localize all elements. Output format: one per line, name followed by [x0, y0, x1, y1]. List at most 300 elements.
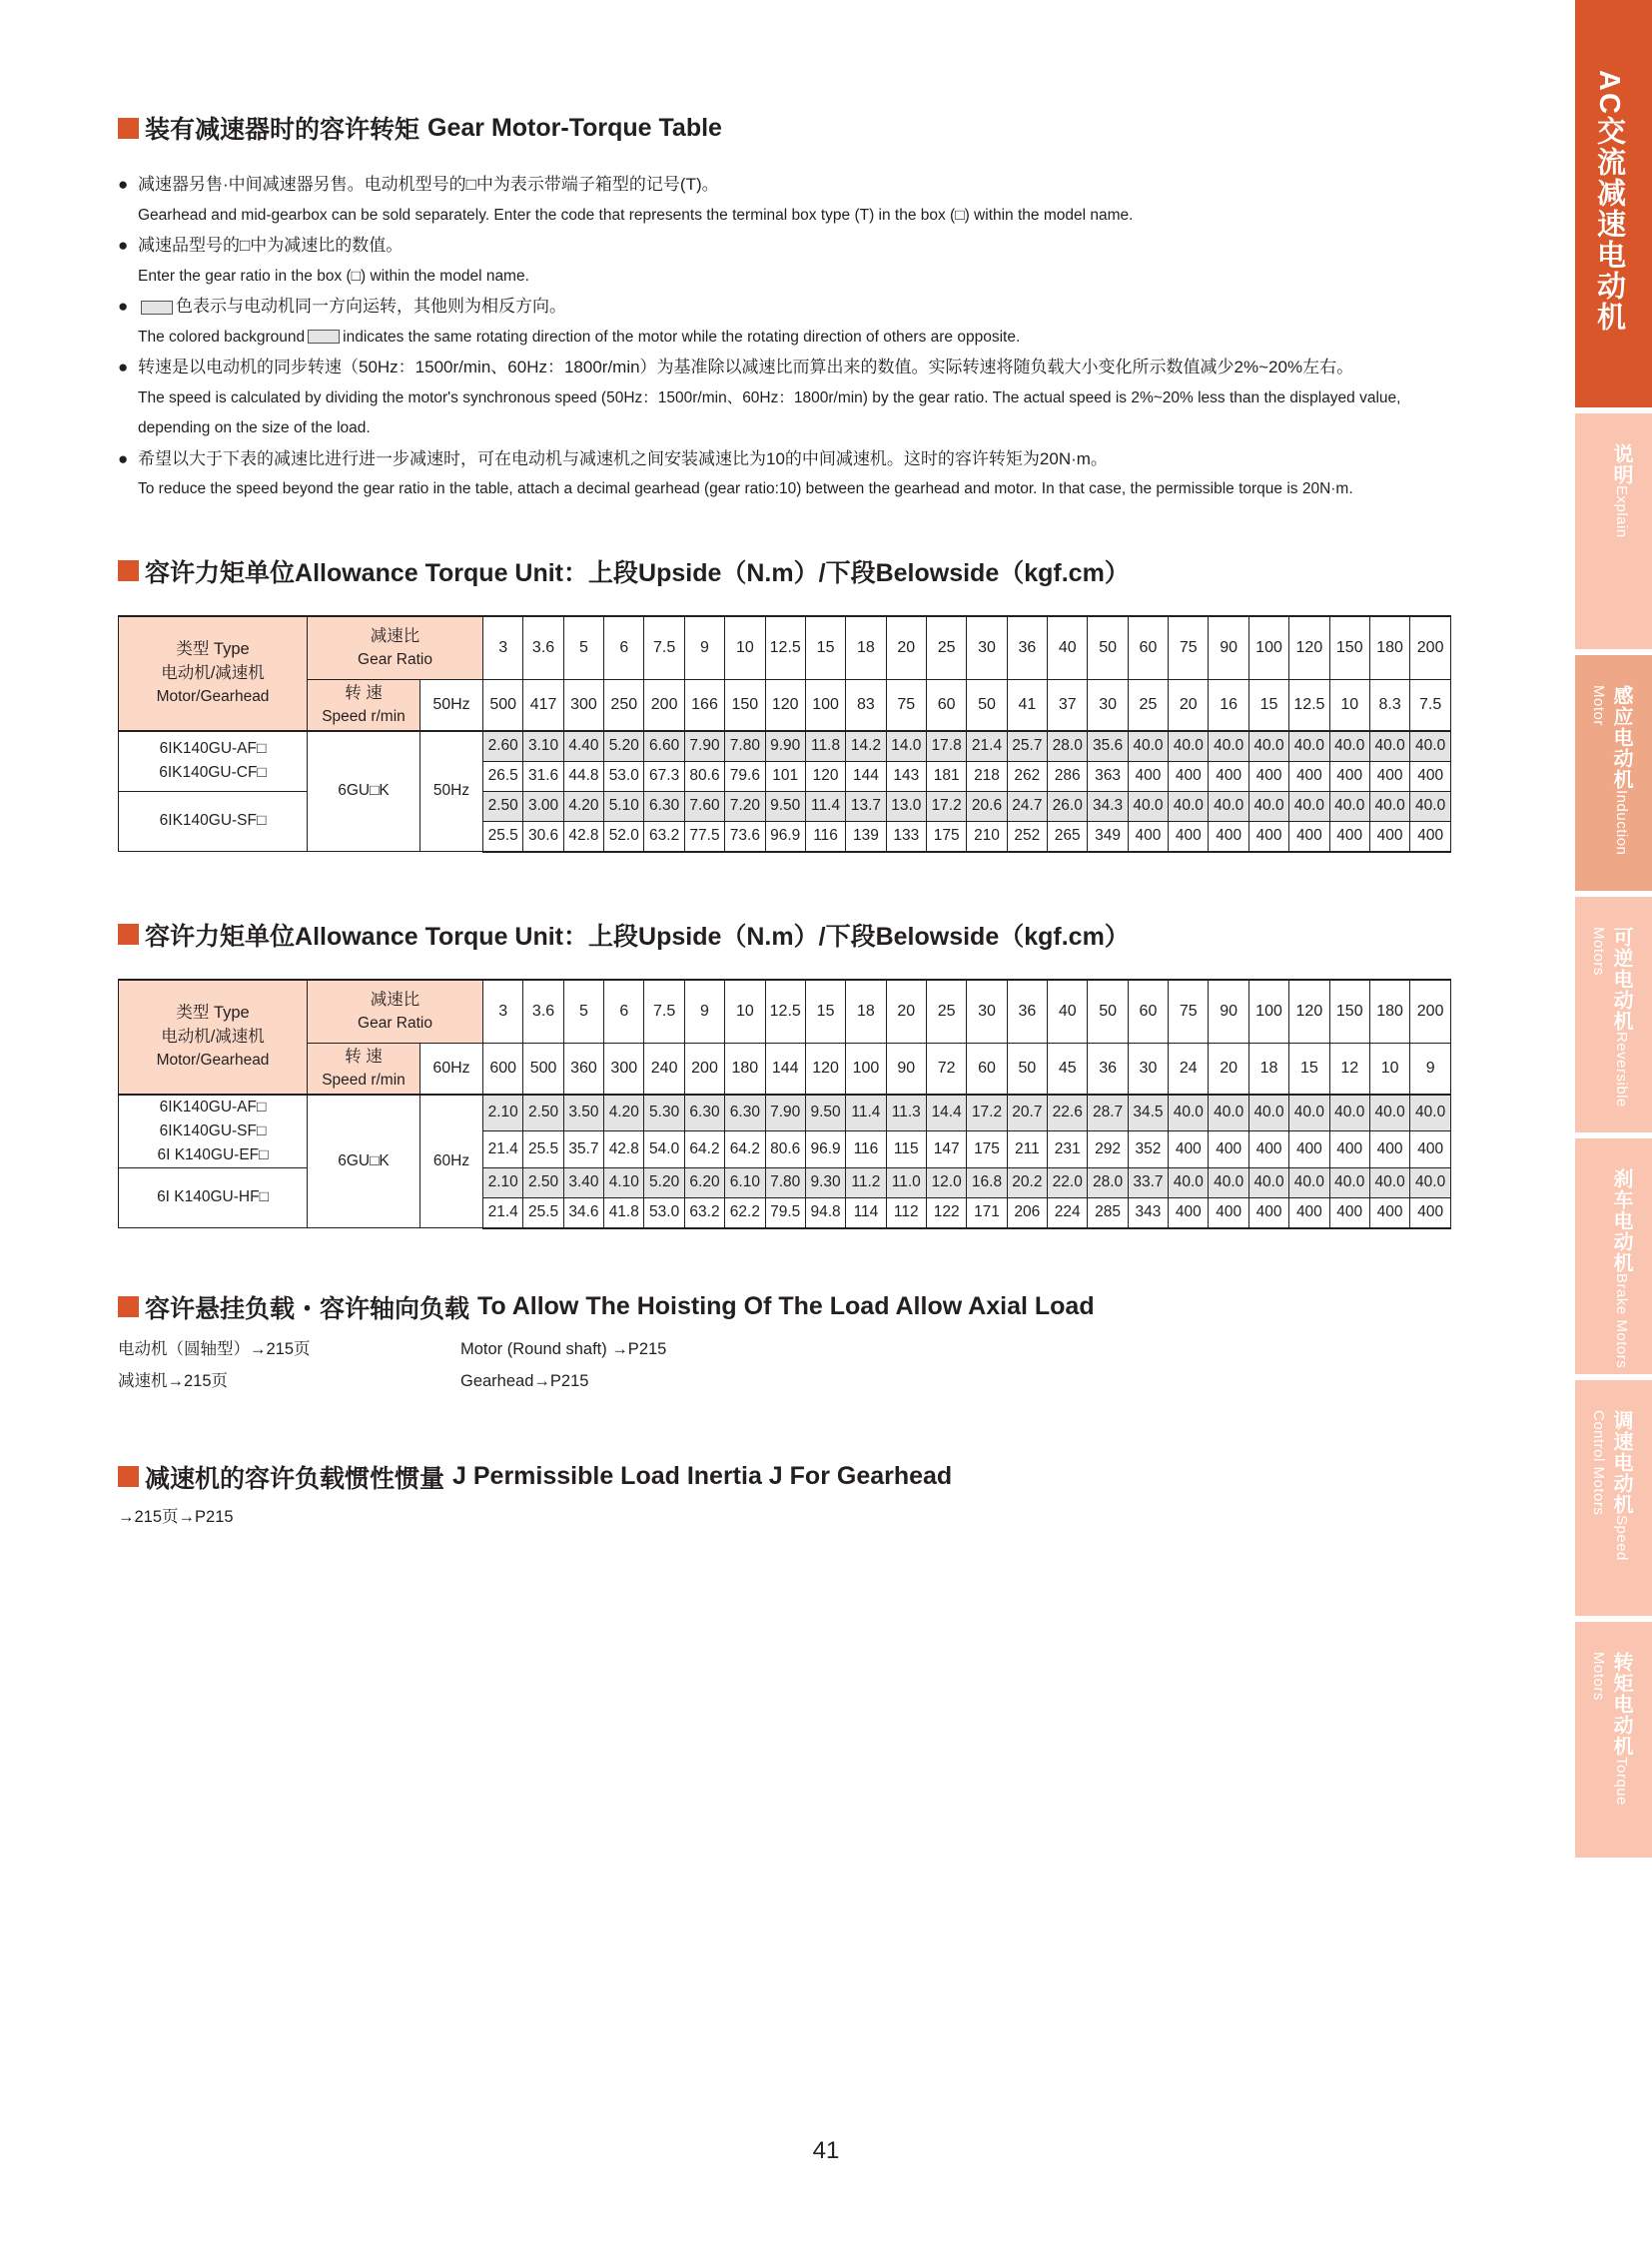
model-name: 6IK140GU-SF□: [159, 812, 267, 830]
gear-ratio-value: 3: [483, 980, 523, 1044]
gear-ratio-label: Gear Ratio: [358, 1014, 432, 1032]
section-title-torque-unit-60hz: 容许力矩单位 Allowance Torque Unit： 上段 Upside（N.m）/ 下段 Belowside（kgf.cm）: [118, 917, 1456, 953]
sidebar-tab-explain[interactable]: 说明Explain: [1575, 413, 1652, 649]
torque-kgfcm-cell: 400: [1289, 761, 1329, 791]
speed-header-cell: [308, 679, 420, 731]
gear-ratio-value: 100: [1248, 616, 1288, 680]
torque-kgfcm-cell: 363: [1088, 761, 1128, 791]
section-marker: [118, 924, 139, 945]
torque-kgfcm-cell: 21.4: [483, 1131, 523, 1167]
gear-ratio-label-cn: 减速比: [370, 990, 420, 1009]
speed-label-cn: 转 速: [345, 1047, 383, 1066]
speed-value: 60: [967, 1043, 1007, 1095]
model-cell-group-b: [119, 1167, 308, 1228]
gear-ratio-value: 90: [1209, 616, 1248, 680]
gear-ratio-value: 100: [1248, 980, 1288, 1044]
torque-nm-cell: 40.0: [1410, 791, 1451, 821]
table-row: [119, 731, 1451, 762]
sidebar-tab-speed-control-motors[interactable]: 调速电动机Speed Control Motors: [1575, 1380, 1652, 1616]
gear-ratio-value: 3.6: [523, 616, 563, 680]
torque-nm-cell: 40.0: [1329, 731, 1369, 762]
type-label-cn: 电动机/减速机: [161, 1028, 265, 1046]
torque-kgfcm-cell: 400: [1289, 821, 1329, 852]
torque-nm-cell: 40.0: [1369, 731, 1409, 762]
torque-kgfcm-cell: 120: [805, 761, 845, 791]
torque-kgfcm-cell: 25.5: [483, 821, 523, 852]
gear-ratio-value: 180: [1369, 980, 1409, 1044]
frequency-cell: 60Hz: [420, 1095, 483, 1228]
torque-kgfcm-cell: 25.5: [523, 1131, 563, 1167]
torque-nm-cell: 20.6: [967, 791, 1007, 821]
sidebar-tab-brake-motors[interactable]: 刹车电动机Brake Motors: [1575, 1138, 1652, 1374]
torque-kgfcm-cell: 147: [926, 1131, 966, 1167]
note-item-en: Enter the gear ratio in the box (□) within the model name.: [138, 267, 529, 285]
speed-value: 300: [604, 1043, 644, 1095]
gear-ratio-label-cn: 减速比: [370, 626, 420, 645]
gear-ratio-value: 120: [1289, 980, 1329, 1044]
torque-nm-cell: 5.30: [644, 1095, 684, 1131]
torque-kgfcm-cell: 116: [805, 821, 845, 852]
gear-ratio-value: 150: [1329, 980, 1369, 1044]
speed-value: 500: [523, 1043, 563, 1095]
torque-kgfcm-cell: 54.0: [644, 1131, 684, 1167]
section-title-gear-motor: 装有减速器时的容许转矩 Gear Motor-Torque Table: [118, 110, 1456, 146]
sidebar: [1575, 0, 1652, 1870]
torque-nm-cell: 40.0: [1248, 1095, 1288, 1131]
torque-kgfcm-cell: 21.4: [483, 1197, 523, 1228]
speed-value: 36: [1088, 1043, 1128, 1095]
speed-value: 41: [1007, 679, 1047, 731]
speed-value: 12.5: [1289, 679, 1329, 731]
torque-kgfcm-cell: 400: [1369, 1131, 1409, 1167]
note-item: ● 减速品型号的□中为减速比的数值。: [118, 236, 404, 255]
gear-ratio-value: 40: [1048, 616, 1088, 680]
torque-kgfcm-cell: 94.8: [805, 1197, 845, 1228]
torque-kgfcm-cell: 400: [1248, 1131, 1288, 1167]
note-item-en: The colored background indicates the same rotating direction of the motor while the rotating direction of others are opposite.: [138, 328, 1021, 346]
model-name: 6IK140GU-AF□: [159, 740, 267, 757]
torque-kgfcm-cell: 114: [846, 1197, 886, 1228]
gear-ratio-header-cell: [308, 616, 483, 680]
torque-nm-cell: 40.0: [1209, 1095, 1248, 1131]
speed-label: Speed r/min: [322, 1071, 406, 1089]
speed-value: 20: [1169, 679, 1209, 731]
speed-value: 8.3: [1369, 679, 1409, 731]
speed-value: 100: [846, 1043, 886, 1095]
gear-ratio-value: 50: [1088, 616, 1128, 680]
gear-ratio-value: 20: [886, 616, 926, 680]
speed-label: Speed r/min: [322, 707, 406, 725]
torque-kgfcm-cell: 133: [886, 821, 926, 852]
gear-ratio-value: 30: [967, 980, 1007, 1044]
torque-kgfcm-cell: 64.2: [725, 1131, 765, 1167]
gear-ratio-value: 50: [1088, 980, 1128, 1044]
speed-value: 83: [846, 679, 886, 731]
gear-ratio-value: 12.5: [765, 980, 805, 1044]
notes-list: [118, 170, 1456, 505]
torque-nm-cell: 40.0: [1128, 731, 1168, 762]
speed-value: 500: [483, 679, 523, 731]
speed-value: 250: [604, 679, 644, 731]
torque-kgfcm-cell: 352: [1128, 1131, 1168, 1167]
torque-nm-cell: 40.0: [1329, 791, 1369, 821]
torque-kgfcm-cell: 63.2: [644, 821, 684, 852]
torque-kgfcm-cell: 286: [1048, 761, 1088, 791]
speed-value: 417: [523, 679, 563, 731]
note-item: ● 转速是以电动机的同步转速（50Hz：1500r/min、60Hz：1800r/min）为基准除以减速比而算出来的数值。实际转速将随负载大小变化所示数值减少2%~20%左右。: [118, 358, 1354, 376]
torque-kgfcm-cell: 63.2: [684, 1197, 724, 1228]
torque-nm-cell: 7.20: [725, 791, 765, 821]
type-header-cell: [119, 616, 308, 731]
gear-ratio-value: 7.5: [644, 980, 684, 1044]
torque-nm-cell: 11.3: [886, 1095, 926, 1131]
torque-kgfcm-cell: 224: [1048, 1197, 1088, 1228]
type-label-sub: Motor/Gearhead: [156, 688, 270, 705]
torque-kgfcm-cell: 26.5: [483, 761, 523, 791]
torque-nm-cell: 40.0: [1289, 791, 1329, 821]
speed-value: 120: [805, 1043, 845, 1095]
torque-kgfcm-cell: 143: [886, 761, 926, 791]
torque-nm-cell: 9.50: [805, 1095, 845, 1131]
section-marker: [118, 560, 139, 581]
speed-value: 7.5: [1410, 679, 1451, 731]
torque-kgfcm-cell: 400: [1410, 1131, 1451, 1167]
torque-nm-cell: 11.2: [846, 1167, 886, 1197]
speed-label-cn: 转 速: [345, 683, 383, 702]
gear-ratio-value: 150: [1329, 616, 1369, 680]
torque-nm-cell: 24.7: [1007, 791, 1047, 821]
color-swatch: [141, 301, 173, 315]
model-cell-group-a: [119, 1095, 308, 1168]
torque-nm-cell: 40.0: [1369, 791, 1409, 821]
speed-value: 120: [765, 679, 805, 731]
torque-kgfcm-cell: 101: [765, 761, 805, 791]
speed-value: 600: [483, 1043, 523, 1095]
torque-kgfcm-cell: 210: [967, 821, 1007, 852]
speed-value: 200: [684, 1043, 724, 1095]
gear-ratio-value: 40: [1048, 980, 1088, 1044]
speed-value: 50: [967, 679, 1007, 731]
section-title-torque-unit-50hz: 容许力矩单位 Allowance Torque Unit： 上段 Upside（N.m）/ 下段 Belowside（kgf.cm）: [118, 553, 1456, 589]
torque-kgfcm-cell: 30.6: [523, 821, 563, 852]
type-header-cell: [119, 980, 308, 1095]
gear-ratio-value: 60: [1128, 616, 1168, 680]
gear-ratio-value: 3: [483, 616, 523, 680]
torque-nm-cell: 40.0: [1169, 791, 1209, 821]
speed-value: 100: [805, 679, 845, 731]
torque-nm-cell: 4.10: [604, 1167, 644, 1197]
speed-value: 18: [1248, 1043, 1288, 1095]
torque-nm-cell: 40.0: [1410, 1095, 1451, 1131]
torque-table-50hz: [118, 615, 1451, 853]
torque-nm-cell: 17.2: [967, 1095, 1007, 1131]
torque-kgfcm-cell: 62.2: [725, 1197, 765, 1228]
torque-kgfcm-cell: 400: [1289, 1197, 1329, 1228]
torque-nm-cell: 4.20: [604, 1095, 644, 1131]
torque-nm-cell: 2.60: [483, 731, 523, 762]
torque-kgfcm-cell: 400: [1369, 761, 1409, 791]
gear-ratio-value: 9: [684, 616, 724, 680]
torque-nm-cell: 40.0: [1169, 731, 1209, 762]
torque-nm-cell: 40.0: [1410, 1167, 1451, 1197]
torque-kgfcm-cell: 400: [1329, 1197, 1369, 1228]
torque-nm-cell: 11.4: [846, 1095, 886, 1131]
torque-kgfcm-cell: 139: [846, 821, 886, 852]
torque-nm-cell: 6.30: [725, 1095, 765, 1131]
torque-kgfcm-cell: 41.8: [604, 1197, 644, 1228]
model-name: 6I K140GU-HF□: [157, 1188, 269, 1206]
torque-kgfcm-cell: 262: [1007, 761, 1047, 791]
torque-kgfcm-cell: 400: [1248, 1197, 1288, 1228]
model-name: 6IK140GU-SF□: [159, 1121, 267, 1139]
torque-nm-cell: 6.20: [684, 1167, 724, 1197]
torque-kgfcm-cell: 231: [1048, 1131, 1088, 1167]
torque-nm-cell: 11.8: [805, 731, 845, 762]
speed-value: 60: [926, 679, 966, 731]
torque-kgfcm-cell: 206: [1007, 1197, 1047, 1228]
torque-kgfcm-cell: 115: [886, 1131, 926, 1167]
torque-kgfcm-cell: 400: [1329, 761, 1369, 791]
torque-nm-cell: 13.7: [846, 791, 886, 821]
main-content: [118, 110, 1456, 1533]
torque-kgfcm-cell: 171: [967, 1197, 1007, 1228]
speed-value: 30: [1128, 1043, 1168, 1095]
model-name: 6IK140GU-AF□: [159, 1098, 267, 1116]
gear-ratio-value: 90: [1209, 980, 1248, 1044]
torque-kgfcm-cell: 77.5: [684, 821, 724, 852]
torque-nm-cell: 40.0: [1329, 1095, 1369, 1131]
torque-kgfcm-cell: 400: [1169, 1197, 1209, 1228]
torque-nm-cell: 21.4: [967, 731, 1007, 762]
torque-kgfcm-cell: 400: [1329, 821, 1369, 852]
torque-kgfcm-cell: 122: [926, 1197, 966, 1228]
torque-kgfcm-cell: 400: [1128, 821, 1168, 852]
type-label-cn: 电动机/减速机: [161, 664, 265, 682]
torque-nm-cell: 40.0: [1248, 1167, 1288, 1197]
torque-nm-cell: 5.20: [604, 731, 644, 762]
torque-nm-cell: 7.80: [765, 1167, 805, 1197]
torque-nm-cell: 40.0: [1128, 791, 1168, 821]
torque-nm-cell: 22.6: [1048, 1095, 1088, 1131]
gear-ratio-value: 15: [805, 980, 845, 1044]
torque-nm-cell: 6.10: [725, 1167, 765, 1197]
torque-nm-cell: 40.0: [1289, 731, 1329, 762]
torque-nm-cell: 12.0: [926, 1167, 966, 1197]
speed-value: 12: [1329, 1043, 1369, 1095]
sidebar-tab-torque-motors[interactable]: 转矩电动机Torque Motors: [1575, 1622, 1652, 1858]
torque-kgfcm-cell: 218: [967, 761, 1007, 791]
torque-nm-cell: 9.30: [805, 1167, 845, 1197]
torque-kgfcm-cell: 116: [846, 1131, 886, 1167]
speed-value: 50: [1007, 1043, 1047, 1095]
torque-kgfcm-cell: 175: [926, 821, 966, 852]
torque-kgfcm-cell: 35.7: [563, 1131, 603, 1167]
torque-nm-cell: 34.5: [1128, 1095, 1168, 1131]
torque-nm-cell: 13.0: [886, 791, 926, 821]
torque-nm-cell: 9.90: [765, 731, 805, 762]
speed-value: 45: [1048, 1043, 1088, 1095]
note-item: ● 减速器另售·中间减速器另售。电动机型号的□中为表示带端子箱型的记号(T)。: [118, 175, 719, 194]
torque-kgfcm-cell: 42.8: [604, 1131, 644, 1167]
note-item: ● 色表示与电动机同一方向运转，其他则为相反方向。: [118, 297, 566, 316]
frequency-cell: 50Hz: [420, 731, 483, 852]
torque-kgfcm-cell: 400: [1410, 761, 1451, 791]
note-item-en: Gearhead and mid-gearbox can be sold separately. Enter the code that represents the terminal box type (T) in the box (□) within the model name.: [138, 206, 1134, 224]
speed-header-cell: [308, 1043, 420, 1095]
torque-nm-cell: 6.30: [644, 791, 684, 821]
torque-nm-cell: 6.60: [644, 731, 684, 762]
note-item-en: To reduce the speed beyond the gear ratio in the table, attach a decimal gearhead (gear ratio:10) between the gearhead and motor. In that case, the permissible torque is 20N·m.: [138, 480, 1353, 497]
type-label: 类型 Type: [176, 1004, 250, 1022]
torque-kgfcm-cell: 343: [1128, 1197, 1168, 1228]
speed-value: 360: [563, 1043, 603, 1095]
section-marker: [118, 118, 139, 139]
torque-nm-cell: 17.2: [926, 791, 966, 821]
torque-kgfcm-cell: 31.6: [523, 761, 563, 791]
gear-ratio-value: 12.5: [765, 616, 805, 680]
torque-nm-cell: 35.6: [1088, 731, 1128, 762]
speed-value: 240: [644, 1043, 684, 1095]
table-row: [119, 1095, 1451, 1131]
torque-nm-cell: 2.10: [483, 1167, 523, 1197]
gear-ratio-value: 7.5: [644, 616, 684, 680]
speed-value: 10: [1369, 1043, 1409, 1095]
gear-ratio-value: 9: [684, 980, 724, 1044]
torque-nm-cell: 7.60: [684, 791, 724, 821]
torque-nm-cell: 40.0: [1289, 1095, 1329, 1131]
ref-inertia: →215页→P215: [118, 1507, 234, 1526]
torque-kgfcm-cell: 400: [1209, 821, 1248, 852]
torque-kgfcm-cell: 400: [1209, 1197, 1248, 1228]
sidebar-tab-reversible-motors[interactable]: 可逆电动机Reversible Motors: [1575, 897, 1652, 1132]
torque-kgfcm-cell: 400: [1410, 821, 1451, 852]
torque-nm-cell: 2.50: [483, 791, 523, 821]
torque-nm-cell: 34.3: [1088, 791, 1128, 821]
torque-nm-cell: 40.0: [1169, 1167, 1209, 1197]
torque-nm-cell: 16.8: [967, 1167, 1007, 1197]
type-label-sub: Motor/Gearhead: [156, 1052, 270, 1069]
torque-nm-cell: 2.50: [523, 1167, 563, 1197]
gear-ratio-value: 120: [1289, 616, 1329, 680]
torque-kgfcm-cell: 400: [1369, 1197, 1409, 1228]
torque-nm-cell: 7.90: [765, 1095, 805, 1131]
torque-nm-cell: 40.0: [1289, 1167, 1329, 1197]
gear-ratio-value: 6: [604, 616, 644, 680]
torque-nm-cell: 28.7: [1088, 1095, 1128, 1131]
speed-value: 144: [765, 1043, 805, 1095]
speed-value: 37: [1048, 679, 1088, 731]
model-name: 6I K140GU-EF□: [157, 1145, 269, 1163]
torque-nm-cell: 3.50: [563, 1095, 603, 1131]
torque-nm-cell: 3.00: [523, 791, 563, 821]
torque-kgfcm-cell: 80.6: [684, 761, 724, 791]
torque-nm-cell: 40.0: [1209, 731, 1248, 762]
torque-nm-cell: 40.0: [1369, 1095, 1409, 1131]
gear-ratio-label: Gear Ratio: [358, 650, 432, 668]
torque-nm-cell: 5.10: [604, 791, 644, 821]
gear-ratio-value: 10: [725, 980, 765, 1044]
torque-nm-cell: 7.80: [725, 731, 765, 762]
torque-kgfcm-cell: 400: [1248, 821, 1288, 852]
torque-kgfcm-cell: 80.6: [765, 1131, 805, 1167]
gear-ratio-value: 3.6: [523, 980, 563, 1044]
gear-ratio-value: 30: [967, 616, 1007, 680]
frequency-cell: 60Hz: [420, 1043, 483, 1095]
torque-nm-cell: 26.0: [1048, 791, 1088, 821]
torque-kgfcm-cell: 400: [1169, 761, 1209, 791]
torque-kgfcm-cell: 53.0: [604, 761, 644, 791]
torque-nm-cell: 17.8: [926, 731, 966, 762]
speed-value: 15: [1289, 1043, 1329, 1095]
torque-nm-cell: 40.0: [1369, 1167, 1409, 1197]
sidebar-tab-ac-gear-motor[interactable]: AC交流减速电动机: [1575, 0, 1652, 407]
gear-ratio-header-cell: [308, 980, 483, 1044]
torque-kgfcm-cell: 349: [1088, 821, 1128, 852]
torque-kgfcm-cell: 53.0: [644, 1197, 684, 1228]
torque-nm-cell: 5.20: [644, 1167, 684, 1197]
torque-nm-cell: 33.7: [1128, 1167, 1168, 1197]
torque-kgfcm-cell: 144: [846, 761, 886, 791]
speed-value: 24: [1169, 1043, 1209, 1095]
gear-ratio-value: 5: [563, 616, 603, 680]
torque-nm-cell: 40.0: [1209, 791, 1248, 821]
gear-ratio-value: 20: [886, 980, 926, 1044]
gear-ratio-value: 36: [1007, 980, 1047, 1044]
torque-nm-cell: 20.2: [1007, 1167, 1047, 1197]
torque-kgfcm-cell: 265: [1048, 821, 1088, 852]
torque-kgfcm-cell: 64.2: [684, 1131, 724, 1167]
torque-nm-cell: 28.0: [1088, 1167, 1128, 1197]
torque-nm-cell: 40.0: [1248, 791, 1288, 821]
torque-kgfcm-cell: 96.9: [765, 821, 805, 852]
speed-value: 16: [1209, 679, 1248, 731]
speed-value: 20: [1209, 1043, 1248, 1095]
torque-nm-cell: 25.7: [1007, 731, 1047, 762]
torque-nm-cell: 11.0: [886, 1167, 926, 1197]
torque-nm-cell: 14.4: [926, 1095, 966, 1131]
section-marker: [118, 1296, 139, 1317]
torque-nm-cell: 20.7: [1007, 1095, 1047, 1131]
torque-kgfcm-cell: 400: [1410, 1197, 1451, 1228]
frequency-cell: 50Hz: [420, 679, 483, 731]
gearhead-cell: 6GU□K: [308, 731, 420, 852]
torque-nm-cell: 40.0: [1169, 1095, 1209, 1131]
section-marker: [118, 1466, 139, 1487]
speed-value: 72: [926, 1043, 966, 1095]
torque-nm-cell: 2.50: [523, 1095, 563, 1131]
torque-kgfcm-cell: 400: [1329, 1131, 1369, 1167]
torque-nm-cell: 40.0: [1209, 1167, 1248, 1197]
torque-kgfcm-cell: 292: [1088, 1131, 1128, 1167]
model-cell-group-a: [119, 731, 308, 792]
gear-ratio-value: 75: [1169, 980, 1209, 1044]
note-item: ● 希望以大于下表的减速比进行进一步减速时，可在电动机与减速机之间安装减速比为10的中间减速机。这时的容许转矩为20N·m。: [118, 448, 1108, 468]
gear-ratio-value: 18: [846, 616, 886, 680]
speed-value: 10: [1329, 679, 1369, 731]
sidebar-tab-induction-motor[interactable]: 感应电动机Induction Motor: [1575, 655, 1652, 891]
gear-ratio-value: 200: [1410, 980, 1451, 1044]
type-label: 类型 Type: [176, 640, 250, 658]
torque-nm-cell: 9.50: [765, 791, 805, 821]
speed-value: 90: [886, 1043, 926, 1095]
gear-ratio-value: 6: [604, 980, 644, 1044]
torque-kgfcm-cell: 73.6: [725, 821, 765, 852]
speed-value: 200: [644, 679, 684, 731]
torque-kgfcm-cell: 52.0: [604, 821, 644, 852]
torque-kgfcm-cell: 79.6: [725, 761, 765, 791]
speed-value: 150: [725, 679, 765, 731]
torque-nm-cell: 28.0: [1048, 731, 1088, 762]
